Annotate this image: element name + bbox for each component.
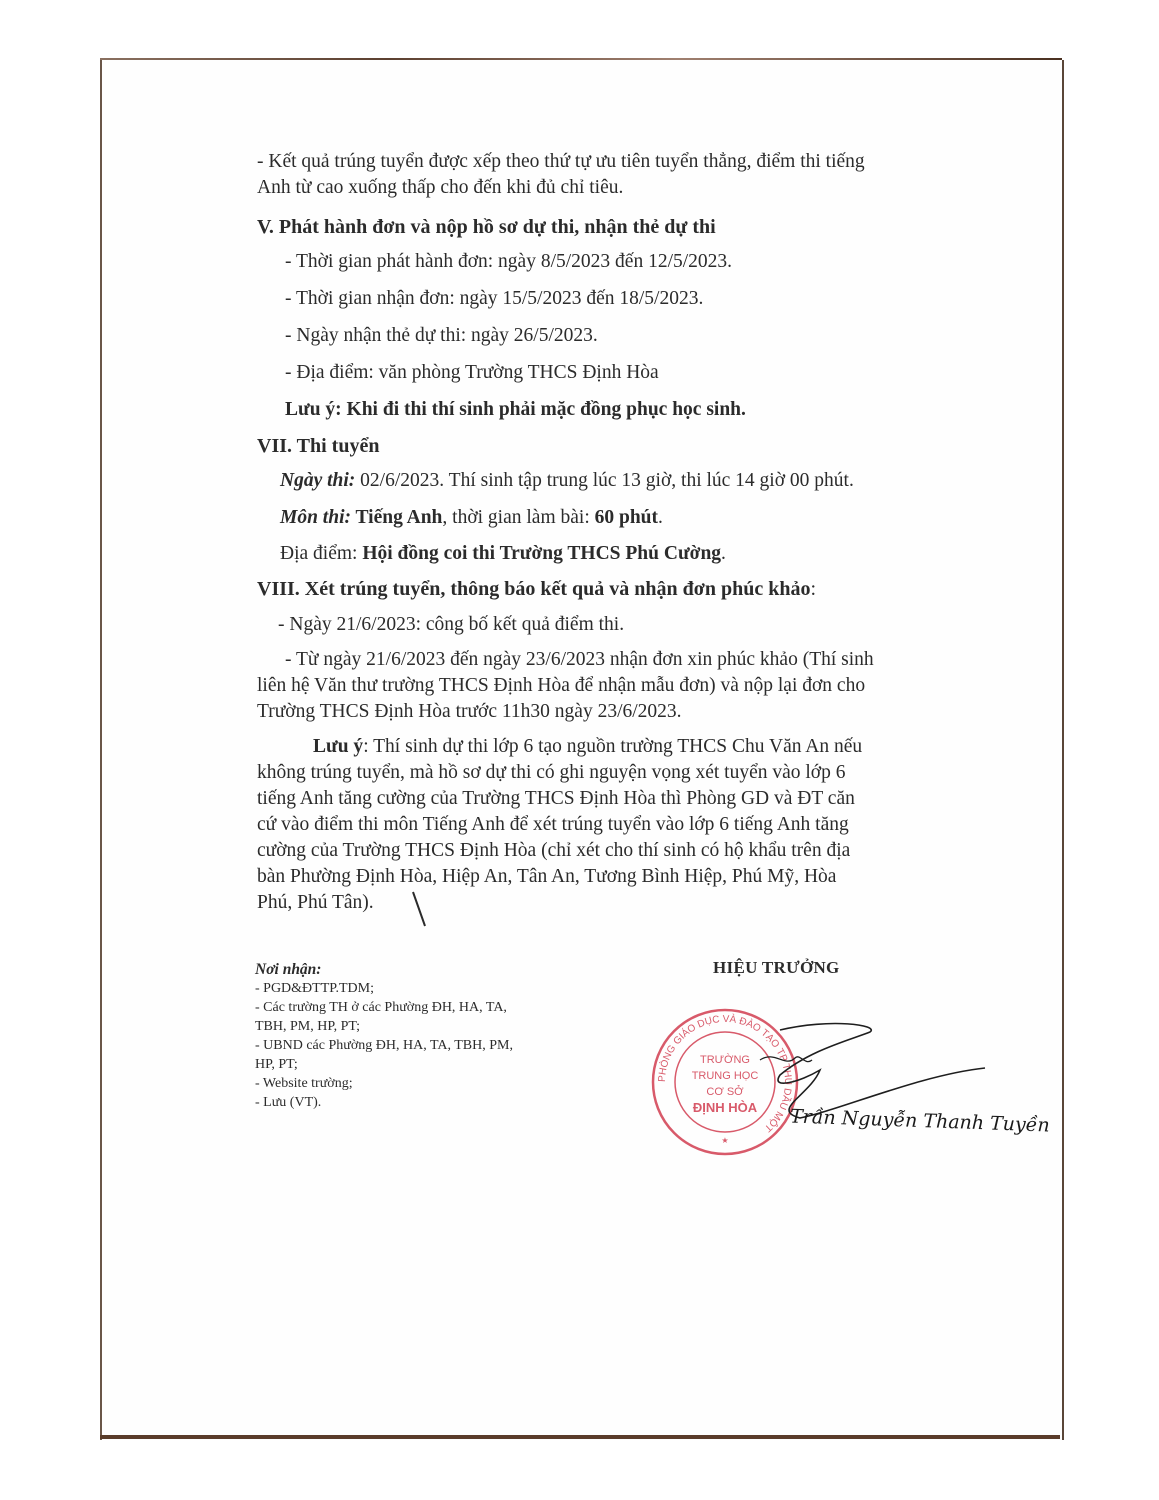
recipient-item: - UBND các Phường ĐH, HA, TA, TBH, PM,: [255, 1038, 513, 1053]
exam-place: Hội đồng coi thi Trường THCS Phú Cường: [362, 543, 722, 564]
recipient-item: HP, PT;: [255, 1057, 298, 1072]
section-heading-viii-colon: :: [810, 578, 817, 600]
text-line: - Từ ngày 21/6/2023 đến ngày 23/6/2023 nhận đơn xin phúc khảo (Thí sinh: [285, 649, 874, 670]
final-note-text: : Thí sinh dự thi lớp 6 tạo nguồn trường THCS Chu Văn An nếu: [363, 736, 863, 757]
signer-name: Trần Nguyễn Thanh Tuyền: [789, 1105, 1051, 1137]
recipient-item: - PGD&ĐTTP.TDM;: [255, 981, 375, 996]
stamp-line: ĐỊNH HÒA: [692, 1100, 758, 1115]
recipient-item: - Các trường TH ở các Phường ĐH, HA, TA,: [255, 1000, 507, 1015]
recipient-item: - Website trường;: [255, 1076, 353, 1091]
text-line: cường của Trường THCS Định Hòa (chỉ xét cho thí sinh có hộ khẩu trên địa: [257, 840, 851, 861]
signer-title: HIỆU TRƯỞNG: [713, 958, 840, 977]
exam-subject-line: [280, 506, 663, 530]
section-heading-viii-text: VIII. Xét trúng tuyển, thông báo kết quả và nhận đơn phúc khảo: [257, 578, 811, 600]
exam-date-text: 02/6/2023. Thí sinh tập trung lúc 13 giờ, thi lúc 14 giờ 00 phút.: [355, 470, 854, 491]
recipients-block: [255, 960, 513, 1112]
stamp-line: TRUNG HỌC: [691, 1070, 759, 1082]
page-bottom-edge: [100, 1435, 1060, 1439]
end-mark: [410, 890, 430, 930]
recipient-item: - Lưu (VT).: [255, 1095, 322, 1110]
text-line: - Thời gian nhận đơn: ngày 15/5/2023 đến 18/5/2023.: [285, 288, 704, 309]
final-note-label: Lưu ý: [313, 736, 364, 757]
text-line: - Địa điểm: văn phòng Trường THCS Định Hòa: [285, 362, 659, 383]
exam-subject-mid: , thời gian làm bài:: [442, 507, 595, 528]
section-heading-viii: [257, 577, 816, 601]
exam-date-label: Ngày thi:: [280, 470, 356, 491]
exam-place-end: .: [721, 543, 726, 564]
text-line: Phú, Phú Tân).: [257, 892, 374, 913]
recipients-title: Nơi nhận:: [255, 961, 322, 978]
exam-subject-label: Môn thi:: [280, 507, 351, 528]
text-line: Anh từ cao xuống thấp cho đến khi đủ chỉ tiêu.: [257, 177, 624, 198]
text-line: cứ vào điểm thi môn Tiếng Anh để xét trúng tuyển vào lớp 6 tiếng Anh tăng: [257, 814, 849, 835]
text-line: - Ngày 21/6/2023: công bố kết quả điểm thi.: [278, 614, 625, 635]
exam-place-label: Địa điểm:: [280, 543, 363, 564]
exam-subject-end: .: [658, 507, 663, 528]
text-line: Trường THCS Định Hòa trước 11h30 ngày 23/6/2023.: [257, 701, 682, 722]
text-line: - Thời gian phát hành đơn: ngày 8/5/2023 đến 12/5/2023.: [285, 251, 733, 272]
svg-text:★: ★: [721, 1136, 729, 1145]
stamp-line: CƠ SỞ: [706, 1086, 744, 1098]
section-heading-vii: VII. Thi tuyển: [257, 435, 380, 457]
exam-subject: Tiếng Anh: [350, 507, 443, 528]
exam-place-line: [280, 542, 726, 566]
text-line: không trúng tuyển, mà hồ sơ dự thi có ghi nguyện vọng xét tuyển vào lớp 6: [257, 762, 846, 783]
text-line: bàn Phường Định Hòa, Hiệp An, Tân An, Tương Bình Hiệp, Phú Mỹ, Hòa: [257, 866, 837, 887]
exam-duration: 60 phút: [594, 507, 659, 528]
note-line: Lưu ý: Khi đi thi thí sinh phải mặc đồng phục học sinh.: [285, 399, 746, 420]
stamp-ring-text: PHÒNG GIÁO DỤC VÀ ĐÀO TẠO TP THỦ DẦU MỘT: [656, 1013, 794, 1134]
exam-date-line: [280, 469, 854, 493]
section-heading-v: V. Phát hành đơn và nộp hồ sơ dự thi, nhận thẻ dự thi: [257, 216, 716, 238]
stamp-line: TRƯỜNG: [700, 1054, 750, 1066]
text-line: liên hệ Văn thư trường THCS Định Hòa để nhận mẫu đơn) và nộp lại đơn cho: [257, 675, 866, 696]
text-line: - Kết quả trúng tuyển được xếp theo thứ tự ưu tiên tuyển thẳng, điểm thi tiếng: [257, 151, 865, 172]
text-line: tiếng Anh tăng cường của Trường THCS Định Hòa thì Phòng GD và ĐT căn: [257, 788, 855, 809]
recipient-item: TBH, PM, HP, PT;: [255, 1019, 361, 1034]
text-line: - Ngày nhận thẻ dự thi: ngày 26/5/2023.: [285, 325, 598, 346]
final-note-line: [313, 735, 862, 759]
